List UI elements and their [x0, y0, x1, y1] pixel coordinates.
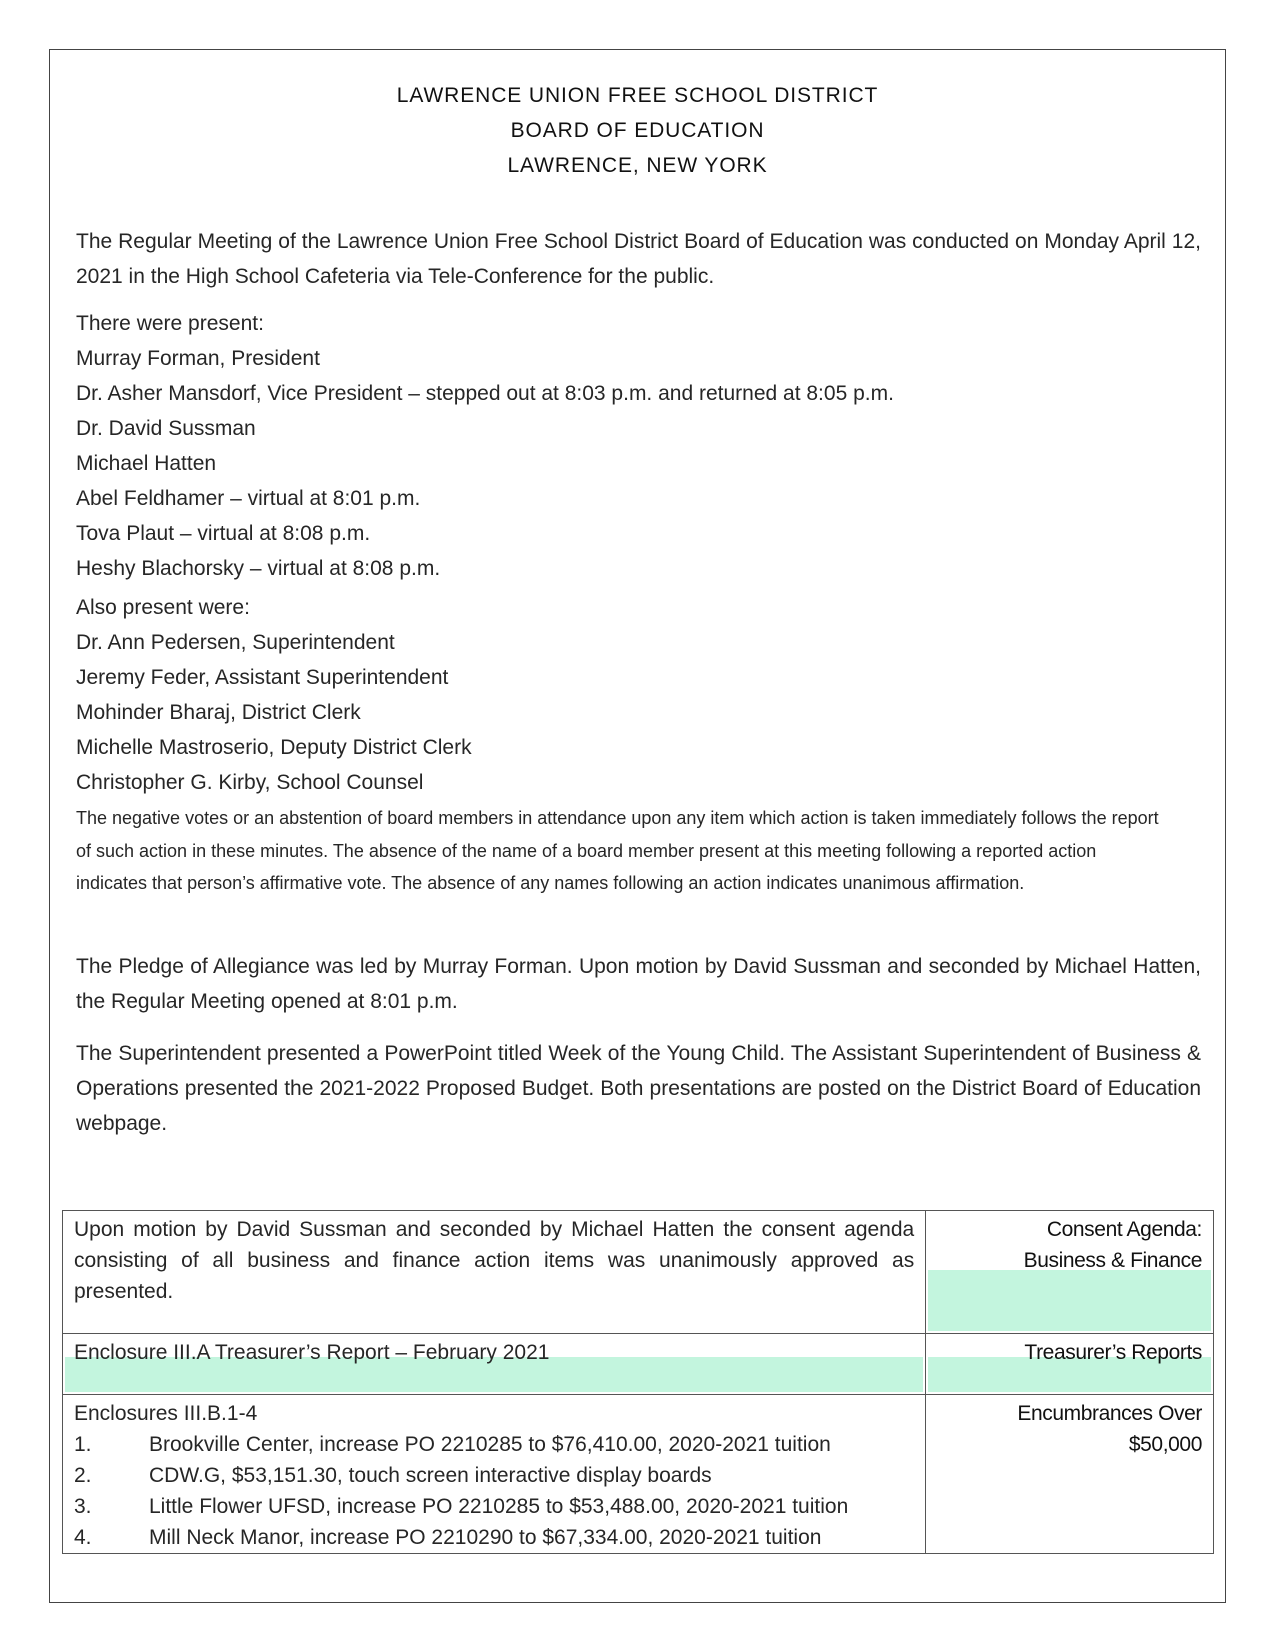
encumbrances-list [74, 1429, 914, 1553]
table-row [63, 1211, 1214, 1334]
present-member: Tova Plaut – virtual at 8:08 p.m. [76, 522, 371, 545]
list-item: 1. Brookville Center, increase PO 2210285 to $76,410.00, 2020-2021 tuition [74, 1433, 831, 1456]
encumbrances-label: Encumbrances Over $50,000 [1017, 1402, 1202, 1456]
votes-note: The negative votes or an abstention of board members in attendance upon any item which action is taken immediately follows the report of such action in these minutes. The absence of the name of a board member present at this meeting following a reported action indicates that person’s affirmative vote. The absence of any names following an action indicates unanimous affirmation. [76, 808, 1159, 893]
table-row [63, 1395, 1214, 1554]
list-item: 2. CDW.G, $53,151.30, touch screen interactive display boards [74, 1464, 712, 1487]
list-item: 3. Little Flower UFSD, increase PO 2210285 to $53,488.00, 2020-2021 tuition [74, 1495, 849, 1518]
treasurer-label-cell [926, 1334, 1214, 1395]
page-frame [49, 49, 1226, 1603]
intro-paragraph: The Regular Meeting of the Lawrence Union Free School District Board of Education was conducted on Monday April 12, 2021 in the High School Cafeteria via Tele-Conference for the public. [76, 230, 1201, 288]
encumbrances-text-cell [63, 1395, 926, 1554]
also-present-heading: Also present were: [76, 596, 250, 619]
consent-agenda-text: Upon motion by David Sussman and seconded by Michael Hatten the consent agenda consisting of all business and finance action items was unanimously approved as presented. [74, 1218, 915, 1303]
present-heading: There were present: [76, 312, 264, 335]
consent-agenda-label: Consent Agenda: Business & Finance [1023, 1218, 1202, 1272]
location: LAWRENCE, NEW YORK [507, 154, 768, 177]
treasurer-report-text: Enclosure III.A Treasurer’s Report – February 2021 [74, 1341, 550, 1364]
also-present-member: Michelle Mastroserio, Deputy District Clerk [76, 736, 472, 759]
present-member: Michael Hatten [76, 452, 217, 475]
district-name: LAWRENCE UNION FREE SCHOOL DISTRICT [396, 84, 879, 107]
also-present-member: Jeremy Feder, Assistant Superintendent [76, 666, 449, 689]
table-row [63, 1334, 1214, 1395]
present-member: Abel Feldhamer – virtual at 8:01 p.m. [76, 487, 421, 510]
highlight-block [928, 1270, 1211, 1331]
presentations-paragraph: The Superintendent presented a PowerPoint titled Week of the Young Child. The Assistant Superintendent of Business & Operations presented the 2021-2022 Proposed Budget. Both presentations are posted on the District Board of Education webpage. [76, 1042, 1201, 1135]
also-present-member: Dr. Ann Pedersen, Superintendent [76, 631, 395, 654]
encumbrances-heading: Enclosures III.B.1-4 [74, 1402, 258, 1425]
also-present-member: Christopher G. Kirby, School Counsel [76, 771, 424, 794]
encumbrances-label-cell [926, 1395, 1214, 1554]
agenda-table [62, 1210, 1214, 1554]
also-present-list [76, 590, 1201, 800]
treasurer-text-cell [63, 1334, 926, 1395]
present-member: Dr. Asher Mansdorf, Vice President – stepped out at 8:03 p.m. and returned at 8:05 p.m. [76, 382, 894, 405]
present-member: Dr. David Sussman [76, 417, 256, 440]
present-member: Heshy Blachorsky – virtual at 8:08 p.m. [76, 557, 441, 580]
treasurer-label: Treasurer’s Reports [1024, 1341, 1202, 1364]
consent-agenda-label-cell [926, 1211, 1214, 1334]
board-name: BOARD OF EDUCATION [510, 119, 765, 142]
document-header [50, 78, 1225, 183]
list-item: 4. Mill Neck Manor, increase PO 2210290 to $67,334.00, 2020-2021 tuition [74, 1526, 822, 1549]
pledge-paragraph: The Pledge of Allegiance was led by Murray Forman. Upon motion by David Sussman and seconded by Michael Hatten, the Regular Meeting opened at 8:01 p.m. [76, 955, 1201, 1013]
present-member: Murray Forman, President [76, 347, 320, 370]
present-list [76, 306, 1201, 586]
also-present-member: Mohinder Bharaj, District Clerk [76, 701, 361, 724]
consent-agenda-text-cell [63, 1211, 926, 1334]
